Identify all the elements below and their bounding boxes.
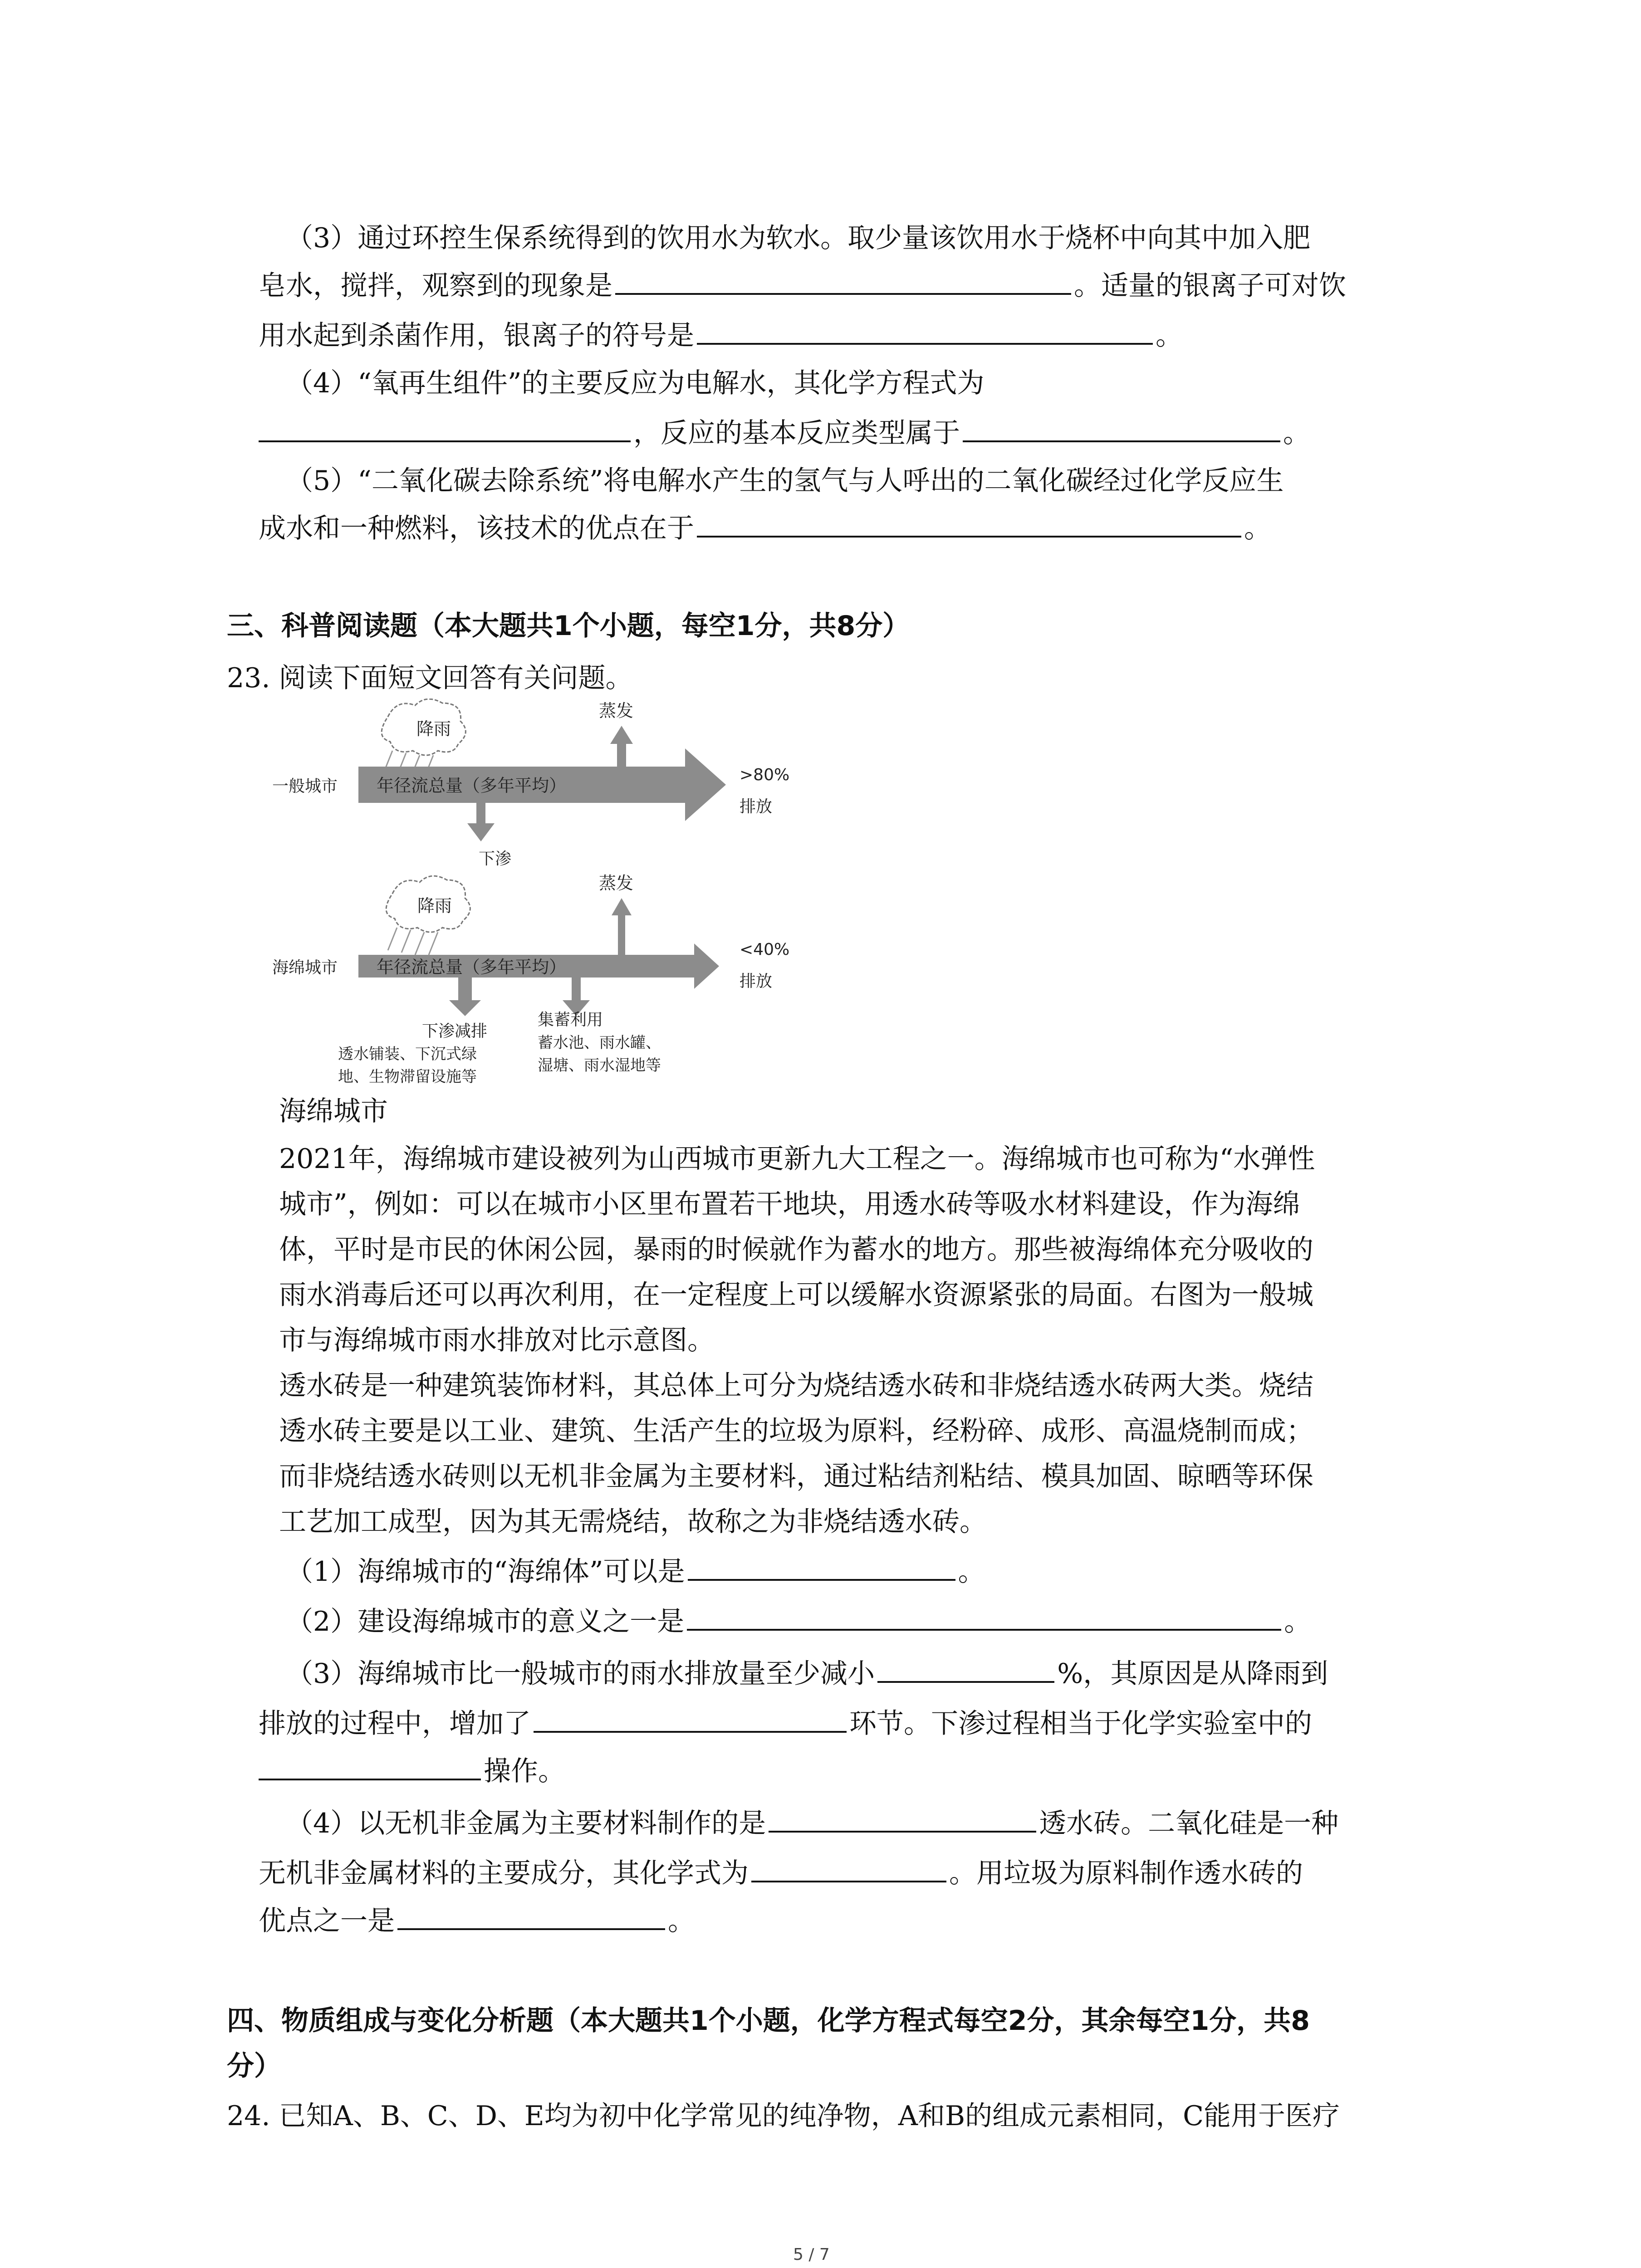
q23-subquestion-4-end: 优点之一是 。 <box>259 1901 695 1941</box>
rainwater-comparison-figure <box>272 699 839 1116</box>
q22-part3-line2: 皂水，搅拌，观察到的现象是 。适量的银离子可对饮 <box>259 265 1346 306</box>
q24-line1: 24. 已知A、B、C、D、E均为初中化学常见的纯净物，A和B的组成元素相同，C能用于医疗 <box>227 2100 1340 2132</box>
bottom-rain-label: 降雨 <box>417 896 452 916</box>
q23-subquestion-4: （4）以无机非金属为主要材料制作的是 透水砖。二氧化硅是一种 <box>286 1803 1338 1844</box>
bottom-city-label: 海绵城市 <box>272 958 338 977</box>
storage-title: 集蓄利用 <box>538 1011 603 1029</box>
answer-blank[interactable] <box>697 316 1153 345</box>
top-percent-label: >80% <box>740 766 790 784</box>
q23-subquestion-3: （3）海绵城市比一般城市的雨水排放量至少减小 %，其原因是从降雨到 <box>286 1653 1328 1694</box>
answer-blank[interactable] <box>687 1602 1281 1631</box>
article-paragraph-1: 市与海绵城市雨水排放对比示意图。 <box>279 1325 715 1356</box>
bottom-evaporation-arrow <box>612 898 632 955</box>
answer-blank[interactable] <box>751 1853 946 1882</box>
q23-intro: 23. 阅读下面短文回答有关问题。 <box>227 662 633 694</box>
q22-part3-line1: （3）通过环控生保系统得到的饮用水为软水。取少量该饮用水于烧杯中向其中加入肥 <box>286 222 1311 254</box>
q23-subquestion-4-cont: 无机非金属材料的主要成分，其化学式为 。用垃圾为原料制作透水砖的 <box>259 1853 1303 1894</box>
q22-part5-line1: （5）“二氧化碳去除系统”将电解水产生的氢气与人呼出的二氧化碳经过化学反应生 <box>286 465 1284 497</box>
bottom-evaporation-label: 蒸发 <box>599 873 634 893</box>
top-runoff-label: 年径流总量（多年平均） <box>377 776 567 796</box>
q23-subquestion-3-end: 操作。 <box>259 1751 565 1792</box>
q23-subquestion-2: （2）建设海绵城市的意义之一是 。 <box>286 1601 1311 1642</box>
infiltration-detail-1: 透水铺装、下沉式绿 <box>338 1045 477 1063</box>
infiltration-title: 下渗减排 <box>422 1022 488 1041</box>
article-paragraph-2: 工艺加工成型，因为其无需烧结，故称之为非烧结透水砖。 <box>279 1506 987 1538</box>
answer-blank[interactable] <box>963 413 1280 442</box>
article-paragraph-1: 城市”，例如：可以在城市小区里布置若干地块，用透水砖等吸水材料建设，作为海绵 <box>279 1188 1300 1220</box>
answer-blank[interactable] <box>397 1901 665 1930</box>
top-city-label: 一般城市 <box>272 777 338 796</box>
answer-blank[interactable] <box>697 508 1241 538</box>
infiltration-arrow <box>449 978 481 1016</box>
answer-blank[interactable] <box>877 1654 1054 1683</box>
answer-blank[interactable] <box>688 1552 955 1581</box>
article-title: 海绵城市 <box>279 1095 388 1127</box>
top-infiltration-label: 下渗 <box>479 850 512 868</box>
q22-part4-line2: ，反应的基本反应类型属于 。 <box>259 413 1310 454</box>
q22-part5-line2: 成水和一种燃料，该技术的优点在于 。 <box>259 508 1271 549</box>
top-discharge-label: 排放 <box>740 797 773 816</box>
section-4-heading-cont: 分） <box>227 2050 281 2082</box>
bottom-runoff-label: 年径流总量（多年平均） <box>377 957 567 977</box>
storage-detail-1: 蓄水池、雨水罐、 <box>538 1034 661 1052</box>
answer-blank[interactable] <box>259 1751 481 1780</box>
article-paragraph-1: 雨水消毒后还可以再次利用，在一定程度上可以缓解水资源紧张的局面。右图为一般城 <box>279 1279 1313 1311</box>
bottom-percent-label: <40% <box>740 940 790 959</box>
article-paragraph-2: 而非烧结透水砖则以无机非金属为主要材料，通过粘结剂粘结、模具加固、晾晒等环保 <box>279 1461 1313 1492</box>
answer-blank[interactable] <box>259 413 631 442</box>
section-3-heading: 三、科普阅读题（本大题共1个小题，每空1分，共8分） <box>227 610 910 642</box>
top-evaporation-arrow <box>610 726 633 767</box>
top-infiltration-arrow <box>467 803 495 841</box>
article-paragraph-1: 2021年，海绵城市建设被列为山西城市更新九大工程之一。海绵城市也可称为“水弹性 <box>279 1143 1315 1175</box>
section-4-heading: 四、物质组成与变化分析题（本大题共1个小题，化学方程式每空2分，其余每空1分，共8 <box>227 2005 1310 2037</box>
top-evaporation-label: 蒸发 <box>599 701 634 721</box>
infiltration-detail-2: 地、生物滞留设施等 <box>338 1068 477 1086</box>
bottom-discharge-label: 排放 <box>740 972 773 991</box>
q22-part4-line1: （4）“氧再生组件”的主要反应为电解水，其化学方程式为 <box>286 367 985 399</box>
article-paragraph-1: 体，平时是市民的休闲公园，暴雨的时候就作为蓄水的地方。那些被海绵体充分吸收的 <box>279 1234 1313 1266</box>
article-paragraph-2: 透水砖主要是以工业、建筑、生活产生的垃圾为原料，经粉碎、成形、高温烧制而成； <box>279 1415 1313 1447</box>
storage-detail-2: 湿塘、雨水湿地等 <box>538 1056 661 1075</box>
q23-subquestion-1: （1）海绵城市的“海绵体”可以是 。 <box>286 1551 985 1592</box>
top-rain-label: 降雨 <box>416 719 451 739</box>
answer-blank[interactable] <box>769 1804 1036 1833</box>
q23-subquestion-3-cont: 排放的过程中，增加了 环节。下渗过程相当于化学实验室中的 <box>259 1703 1312 1744</box>
answer-blank[interactable] <box>534 1704 847 1733</box>
q22-part3-line3: 用水起到杀菌作用，银离子的符号是 。 <box>259 315 1183 356</box>
article-paragraph-2: 透水砖是一种建筑装饰材料，其总体上可分为烧结透水砖和非烧结透水砖两大类。烧结 <box>279 1370 1313 1402</box>
answer-blank[interactable] <box>615 266 1071 295</box>
page-number: 5 / 7 <box>793 2245 830 2264</box>
